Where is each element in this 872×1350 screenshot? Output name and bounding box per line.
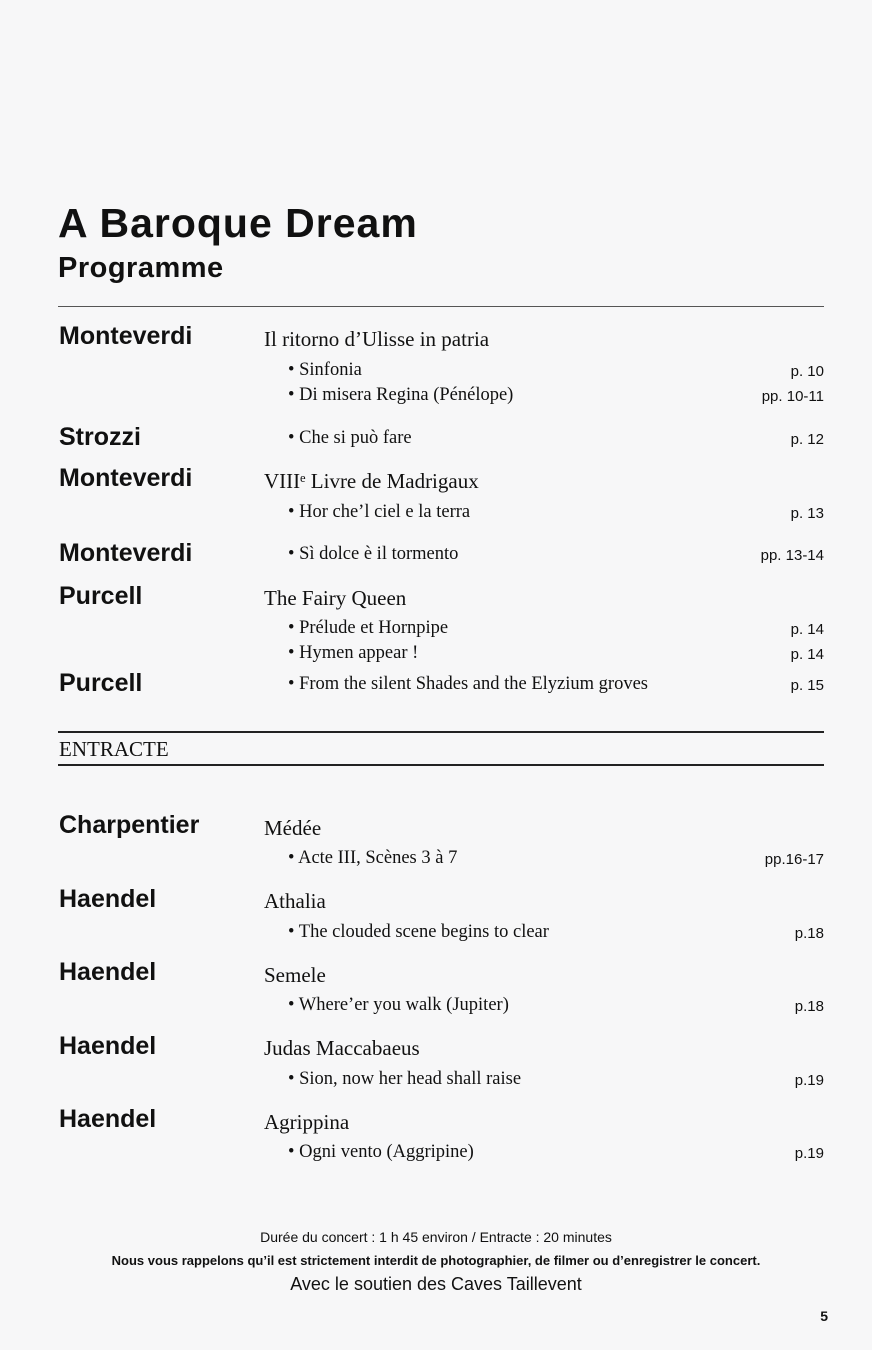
composer-name: Haendel	[59, 1105, 157, 1133]
sponsor-line: Avec le soutien des Caves Taillevent	[290, 1274, 582, 1294]
page-reference: p.19	[794, 1072, 824, 1089]
programme-item: • Hymen appear !	[288, 643, 419, 663]
page-reference: pp. 13-14	[760, 547, 824, 564]
page-reference: pp. 10-11	[761, 388, 824, 405]
composer-name: Haendel	[59, 958, 157, 986]
entracte-top-divider	[58, 731, 824, 733]
concert-duration: Durée du concert : 1 h 45 environ / Entracte : 20 minutes	[260, 1229, 612, 1245]
programme-item: • Prélude et Hornpipe	[288, 618, 449, 638]
page-number: 5	[820, 1308, 828, 1324]
composer-name: Strozzi	[59, 423, 141, 451]
programme-item: • From the silent Shades and the Elyzium groves	[288, 674, 648, 694]
work-title: Médée	[264, 816, 322, 840]
programme-item: • Acte III, Scènes 3 à 7	[288, 848, 458, 868]
programme-item: • Che si può fare	[288, 428, 412, 448]
composer-name: Haendel	[59, 885, 157, 913]
programme-item: • The clouded scene begins to clear	[288, 922, 549, 942]
programme-item: • Ogni vento (Aggripine)	[288, 1142, 474, 1162]
entracte-bottom-divider	[58, 764, 824, 766]
page-reference: p. 13	[790, 505, 824, 522]
composer-name: Monteverdi	[59, 464, 193, 492]
composer-name: Purcell	[59, 582, 143, 610]
programme-item: • Where’er you walk (Jupiter)	[288, 995, 509, 1015]
work-title: Judas Maccabaeus	[264, 1036, 420, 1060]
page-title: A Baroque Dream	[58, 200, 418, 246]
page-reference: pp.16-17	[764, 851, 824, 868]
programme-item: • Sion, now her head shall raise	[288, 1069, 522, 1089]
composer-name: Monteverdi	[59, 539, 193, 567]
work-title: Agrippina	[264, 1110, 350, 1134]
composer-name: Monteverdi	[59, 322, 193, 350]
programme-item: • Sì dolce è il tormento	[288, 544, 459, 564]
work-title: The Fairy Queen	[264, 586, 407, 610]
page-reference: p.18	[794, 998, 824, 1015]
page-reference: p. 10	[790, 363, 824, 380]
work-title: Il ritorno d’Ulisse in patria	[264, 327, 490, 351]
programme-item: • Hor che’l ciel e la terra	[288, 502, 471, 522]
composer-name: Charpentier	[59, 811, 200, 839]
recording-notice: Nous vous rappelons qu’il est strictement interdit de photographier, de filmer ou d’enregistrer le concert.	[111, 1253, 761, 1268]
header-divider	[58, 306, 824, 307]
composer-name: Purcell	[59, 669, 143, 697]
page-reference: p.18	[794, 925, 824, 942]
page-subtitle: Programme	[58, 252, 224, 284]
page-reference: p. 15	[790, 677, 824, 694]
composer-name: Haendel	[59, 1032, 157, 1060]
work-title: Athalia	[264, 889, 326, 913]
entracte-label: ENTRACTE	[59, 737, 169, 761]
work-title: VIIIᵉ Livre de Madrigaux	[264, 469, 479, 493]
programme-item: • Di misera Regina (Pénélope)	[288, 385, 514, 405]
page-reference: p. 14	[790, 621, 824, 638]
programme-item: • Sinfonia	[288, 360, 362, 380]
work-title: Semele	[264, 963, 326, 987]
page-reference: p. 12	[790, 431, 824, 448]
page-reference: p. 14	[790, 646, 824, 663]
page-reference: p.19	[794, 1145, 824, 1162]
